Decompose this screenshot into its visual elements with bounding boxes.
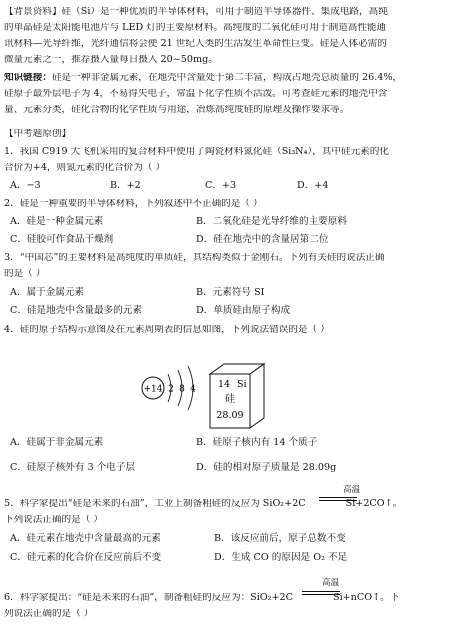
q2-option-c[interactable]: C．硅胶可作食品干燥剂 [10,234,114,245]
q5-stem-line-2: 下列说法正确的是（ ） [4,515,103,525]
q4-option-b[interactable]: B．硅原子核内有 14 个质子 [196,437,318,448]
q3-option-a[interactable]: A．属于金属元素 [10,287,85,298]
background-line-4: 微量元素之一，推荐摄入量每日摄入 20~50mg。 [4,55,218,65]
q5-equation-line-top [319,497,357,498]
q4-option-c[interactable]: C．硅原子核外有 3 个电子层 [10,462,136,473]
q2-stem: 2．硅是一种重要的半导体材料，下列叙述中不正确的是（ ） [4,199,263,209]
q3-option-c[interactable]: C．硅是地壳中含量最多的元素 [10,305,143,316]
q5-option-a[interactable]: A．硅元素在地壳中含量最高的元素 [10,533,161,544]
q6-stem-line-2: 列说法正确的是（ ） [4,609,94,619]
cell-side-face [250,364,264,428]
knowledge-line-1 [4,73,462,83]
q5-product: Si+2CO↑。 [345,499,403,509]
knowledge-line-2: 硅原子最外层电子为 4，不易得失电子，常温下化学性质不活泼。可考查硅元素的地壳中含 [4,89,388,99]
q6-reaction-condition: 高温 [322,578,340,588]
q3-stem-line-2: 的是（ ） [4,269,46,279]
periodic-table-cell [210,364,264,428]
q2-option-d[interactable]: D．硅在地壳中的含量居第二位 [196,234,329,245]
q2-option-b[interactable]: B．二氧化硅是光导纤维的主要原料 [196,216,347,227]
background-line-2: 的单晶硅是太阳能电池片与 LED 灯的主要原材料。高纯度的二氧化硅可用于制造高性能通 [4,23,387,33]
shell-electrons-1: 2 [168,384,174,395]
cell-atomic-mass: 28.09 [216,410,244,421]
section-title: 【中考题原创】 [4,129,72,139]
q1-option-a[interactable]: A．−3 [10,180,41,191]
q6-stem-text: 6．科学家提出：“硅是未来的石油”，制备粗硅的反应为：SiO₂+2C [4,593,293,603]
q3-option-b[interactable]: B．元素符号 SI [196,287,265,298]
q5-option-d[interactable]: D．生成 CO 的原因是 O₂ 不足 [214,552,348,563]
knowledge-label: 知识链接： [4,73,52,83]
cell-symbol: Si [237,379,247,390]
q4-diagram [140,362,380,432]
nucleus-charge: +14 [143,384,163,395]
q6-equation-line-bottom [302,594,340,595]
cell-element-name: 硅 [225,394,235,405]
q6-equation-line-top [302,591,340,592]
background-line-1: 【背景资料】硅（Si）是一种优质的半导体材料，可用于制造半导体器件、集成电路，高纯 [4,7,388,17]
q1-option-b[interactable]: B．+2 [110,180,141,191]
q1-stem-line-2: 合价为+4，则氮元素的化合价为（ ） [4,163,166,173]
knowledge-text-1: 硅是一种非金属元素，在地壳中含量处于第二丰富，构成占地壳总质量的 26.4%， [51,73,403,83]
shell-electrons-2: 8 [179,384,185,395]
q1-stem-line-1: 1．我国 C919 大飞机采用的复合材料中使用了陶瓷材料氮化硅（Si₃N₄），其中硅元素的化 [4,147,389,157]
shell-electrons-3: 4 [190,384,196,395]
q5-stem-text: 5．科学家提出“硅是未来的石油”，工业上制备粗硅的反应为 SiO₂+2C [4,499,306,509]
q4-option-d[interactable]: D．硅的相对原子质量是 28.09g [196,462,337,473]
background-line-3: 讯材料—光导纤维，光纤通信将会使 21 世纪人类的生活发生革命性巨变。硅是人体必需的 [4,39,387,49]
q4-option-a[interactable]: A．硅属于非金属元素 [10,437,104,448]
q6-product: Si+nCO↑。下 [333,593,400,603]
q5-equation-line-bottom [319,500,357,501]
knowledge-line-3: 量、元素分类，硅化合物的化学性质与用途，冶炼高纯度硅的原理及操作要求等。 [4,105,350,115]
q5-stem-line-1 [4,499,462,509]
q5-option-c[interactable]: C．硅元素的化合价在反应前后不变 [10,552,162,563]
q5-reaction-condition: 高温 [343,485,361,495]
q6-stem-line-1 [4,593,462,603]
q1-option-d[interactable]: D．+4 [297,180,329,191]
atom-structure-diagram [142,366,196,410]
q3-stem-line-1: 3．“中国芯”的主要材料是高纯度的单质硅，其结构类似于金刚石。下列有关硅的说法正确 [4,253,385,263]
cell-atomic-number: 14 [218,379,231,390]
q1-option-c[interactable]: C．+3 [205,180,237,191]
q2-option-a[interactable]: A．硅是一种金属元素 [10,216,104,227]
q3-option-d[interactable]: D．单质硅由原子构成 [196,305,291,316]
q4-stem: 4．硅的原子结构示意图及在元素周期表的信息如图，下列说法错误的是（ ） [4,325,330,335]
q5-option-b[interactable]: B．该反应前后，原子总数不变 [214,533,346,544]
